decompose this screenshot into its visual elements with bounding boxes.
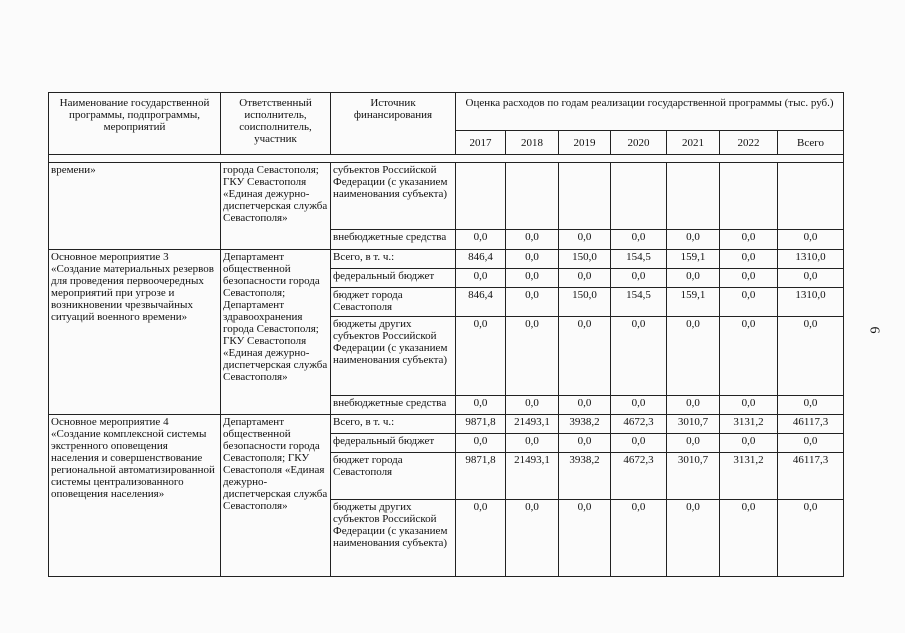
header-row [49, 93, 844, 131]
value-cell: 0,0 [456, 434, 506, 453]
value-cell: 0,0 [778, 396, 844, 415]
year-2020: 2020 [611, 131, 667, 155]
value-cell: 150,0 [559, 288, 611, 317]
source-cell: субъектов Российской Федерации (с указанием наименования субъекта) [331, 163, 456, 230]
value-cell: 0,0 [720, 317, 778, 396]
measure-responsible: города Севастополя; ГКУ Севастополя «Единая дежурно-диспетчерская служба Севастополя» [221, 163, 331, 250]
year-2022: 2022 [720, 131, 778, 155]
value-cell: 0,0 [611, 434, 667, 453]
value-cell: 0,0 [611, 269, 667, 288]
measure-name: времени» [49, 163, 221, 250]
value-cell: 0,0 [506, 269, 559, 288]
value-cell: 4672,3 [611, 453, 667, 500]
page-break-gap [49, 155, 844, 163]
value-cell: 159,1 [667, 250, 720, 269]
value-cell: 0,0 [778, 434, 844, 453]
table-row [49, 415, 844, 434]
value-cell: 3010,7 [667, 415, 720, 434]
measure-name: Основное мероприятие 3 «Создание материальных резервов для проведения первоочередных мероприятий при угрозе и возникновении чрезвычайных ситуаций военного времени» [49, 250, 221, 415]
table-row [49, 250, 844, 269]
header-responsible: Ответственный исполнитель, соисполнитель, участник [221, 93, 331, 155]
value-cell: 0,0 [667, 230, 720, 250]
value-cell: 21493,1 [506, 415, 559, 434]
value-cell: 0,0 [559, 434, 611, 453]
source-cell: внебюджетные средства [331, 396, 456, 415]
value-cell: 0,0 [506, 500, 559, 577]
value-cell: 0,0 [456, 269, 506, 288]
measure-responsible: Департамент общественной безопасности города Севастополя; Департамент здравоохранения города Севастополя; ГКУ Севастополя «Единая дежурно-диспетчерская служба Севастополя» [221, 250, 331, 415]
value-cell: 1310,0 [778, 288, 844, 317]
value-cell: 0,0 [559, 396, 611, 415]
value-cell: 150,0 [559, 250, 611, 269]
value-cell: 46117,3 [778, 453, 844, 500]
value-cell: 0,0 [720, 396, 778, 415]
value-cell: 0,0 [506, 288, 559, 317]
year-total: Всего [778, 131, 844, 155]
value-cell: 0,0 [506, 230, 559, 250]
value-cell: 0,0 [778, 269, 844, 288]
value-cell: 0,0 [611, 230, 667, 250]
value-cell: 0,0 [559, 500, 611, 577]
value-cell: 0,0 [559, 317, 611, 396]
year-2019: 2019 [559, 131, 611, 155]
value-cell: 0,0 [456, 500, 506, 577]
value-cell: 0,0 [720, 500, 778, 577]
value-cell: 4672,3 [611, 415, 667, 434]
value-cell: 0,0 [611, 500, 667, 577]
value-cell: 154,5 [611, 250, 667, 269]
table-row [49, 163, 844, 230]
value-cell: 0,0 [667, 269, 720, 288]
value-cell: 846,4 [456, 250, 506, 269]
value-cell: 0,0 [667, 500, 720, 577]
value-cell: 0,0 [456, 396, 506, 415]
year-2017: 2017 [456, 131, 506, 155]
value-cell: 159,1 [667, 288, 720, 317]
value-cell: 0,0 [611, 317, 667, 396]
page-number: 6 [866, 326, 882, 334]
value-cell: 0,0 [506, 317, 559, 396]
value-cell: 3938,2 [559, 415, 611, 434]
value-cell: 3010,7 [667, 453, 720, 500]
value-cell: 0,0 [720, 288, 778, 317]
value-cell: 3131,2 [720, 415, 778, 434]
measure-responsible: Департамент общественной безопасности города Севастополя; ГКУ Севастополя «Единая дежурно-диспетчерская служба Севастополя» [221, 415, 331, 577]
value-cell: 0,0 [667, 317, 720, 396]
header-source: Источник финансирования [331, 93, 456, 155]
value-cell: 3131,2 [720, 453, 778, 500]
value-cell: 0,0 [720, 250, 778, 269]
value-cell: 0,0 [506, 396, 559, 415]
source-cell: внебюджетные средства [331, 230, 456, 250]
value-cell: 21493,1 [506, 453, 559, 500]
value-cell: 0,0 [559, 230, 611, 250]
source-cell: Всего, в т. ч.: [331, 250, 456, 269]
value-cell: 0,0 [559, 269, 611, 288]
value-cell: 154,5 [611, 288, 667, 317]
year-2021: 2021 [667, 131, 720, 155]
value-cell: 0,0 [506, 250, 559, 269]
year-2018: 2018 [506, 131, 559, 155]
source-cell: бюджеты других субъектов Российской Федерации (с указанием наименования субъекта) [331, 500, 456, 577]
value-cell: 0,0 [778, 230, 844, 250]
value-cell: 9871,8 [456, 415, 506, 434]
budget-table [48, 92, 844, 577]
value-cell: 846,4 [456, 288, 506, 317]
source-cell: бюджеты других субъектов Российской Федерации (с указанием наименования субъекта) [331, 317, 456, 396]
value-cell: 9871,8 [456, 453, 506, 500]
value-cell: 0,0 [667, 396, 720, 415]
value-cell: 0,0 [506, 434, 559, 453]
value-cell: 3938,2 [559, 453, 611, 500]
source-cell: Всего, в т. ч.: [331, 415, 456, 434]
measure-name: Основное мероприятие 4 «Создание комплексной системы экстренного оповещения населения и совершенствование региональной автоматизированной системы централизованного оповещения населения» [49, 415, 221, 577]
source-cell: федеральный бюджет [331, 269, 456, 288]
value-cell: 0,0 [611, 396, 667, 415]
header-name: Наименование государственной программы, подпрограммы, мероприятий [49, 93, 221, 155]
source-cell: бюджет города Севастополя [331, 288, 456, 317]
value-cell: 0,0 [778, 500, 844, 577]
header-estimate: Оценка расходов по годам реализации государственной программы (тыс. руб.) [456, 93, 844, 131]
source-cell: бюджет города Севастополя [331, 453, 456, 500]
value-cell: 0,0 [456, 230, 506, 250]
value-cell: 1310,0 [778, 250, 844, 269]
value-cell: 0,0 [778, 317, 844, 396]
value-cell: 0,0 [720, 434, 778, 453]
value-cell: 0,0 [456, 317, 506, 396]
source-cell: федеральный бюджет [331, 434, 456, 453]
value-cell: 46117,3 [778, 415, 844, 434]
value-cell: 0,0 [720, 230, 778, 250]
value-cell: 0,0 [720, 269, 778, 288]
value-cell: 0,0 [667, 434, 720, 453]
